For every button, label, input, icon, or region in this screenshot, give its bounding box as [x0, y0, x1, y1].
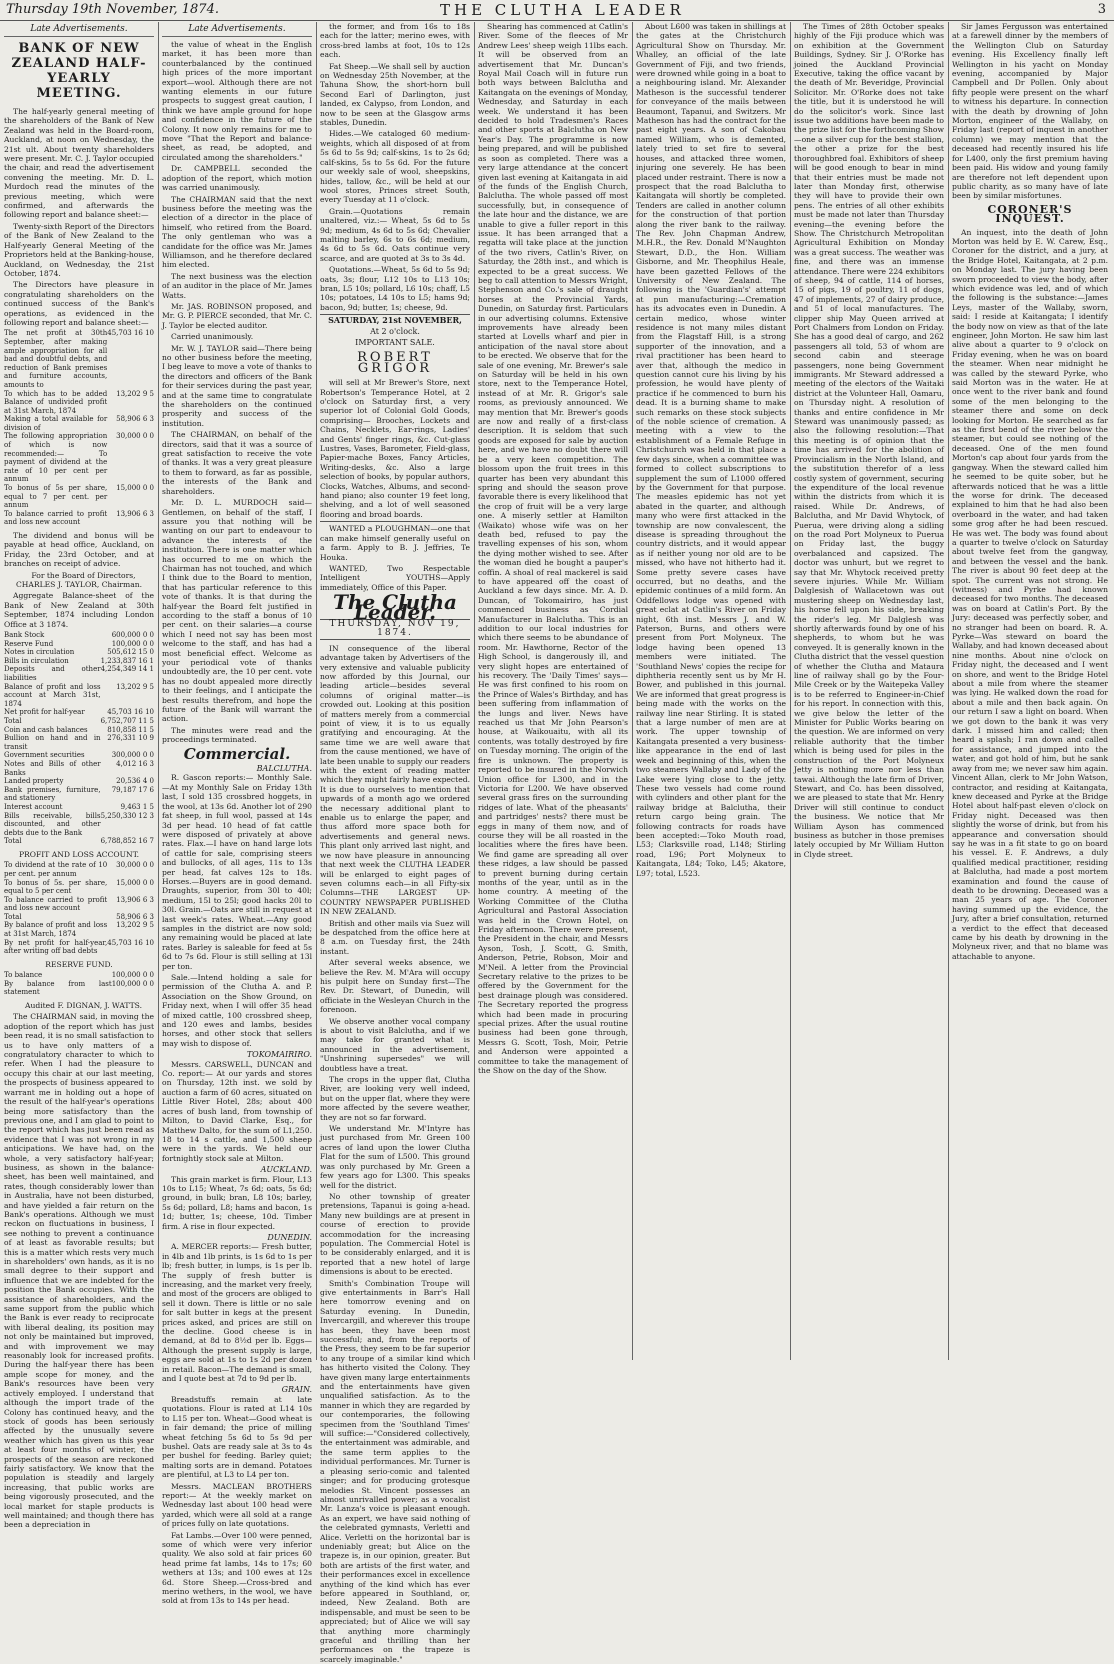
newspaper-title: THE CLUTHA LEADER: [440, 1, 685, 19]
news-paragraphs: Shearing has commenced at Catlin's River. Some of the fleeces of Mr Andrew Lees' sheep weigh 11lbs each. It will be observed from an advertisement that Mr. Duncan's Royal Mail Coach will in future run both ways between Balclutha and Kaitangata on the evenings of Monday, Wednesday, and Saturday in each week. We understand it has been decided to hold Tradesmen's Races and other sports at Balclutha on New Year's Day. The programme is now being prepared, and will be published as soon as completed. There was a very large attendance at the concert given last evening at Kaitangata in aid of the funds of the English Church, Balclutha. The whole passed off most successfully, but, in consequence of the late hour and the distance, we are unable to give a fuller report in this issue. It has been arranged that a regatta will take place at the junction of the two rivers, Catlin's River, on Saturday, the 28th inst., and which is expected to be a great success. We beg to call attention to Messrs Wright, Stephenson and Co.'s sale of draught horses at the Provincial Yards, Dunedin, on Saturday first. Particulars in our advertising columns. Extensive improvements have already been started at Lovells wharf and pier in anticipation of the naval store about to be erected. We observe that for the sale of one evening, Mr. Brewer's sale on Saturday will be held in his own store, next to the Temperance Hotel, instead of at Mr. R. Grigor's sale rooms, as previously announced. We may mention that Mr. Brewer's goods are now and really of a first-class description. It is seldom that such goods are exposed for sale by auction here, and we have no doubt there will be a very keen competition. The blossom upon the fruit trees in this quarter has been very abundant this spring and should the season prove favorable there is every likelihood that the crop of fruit will be a very large one. A miserly settler at Hamilton (Waikato) whose wife was on her death bed, refused to pay the travelling expenses of his son, whom the dying mother wished to see. After the woman died he bought a pauper's coffin. A shoal of real mackerel is said to have appeared off the coast of Auckland a few days since. Mr. A. D. Duncan, of Tokomairiro, has just commenced business as Cordial Manufacturer in Balclutha. This is an addition to our local industries for which there seems to be abundance of room. Mr. Hawthorne, Rector of the High School, is dangerously ill, and very slight hopes are entertained of his recovery. The 'Daily Times' says—He was first confined to his room on the Prince of Wales's Birthday, and has been suffering from inflammation of the lungs and liver. News have reached us that Mr John Pearson's house, at Waikouaitu, with all its contents, was totally destroyed by fire on Tuesday morning. The origin of the fire is unknown. The property is reported to be insured in the Norwich Union office for L300, and in the Victoria for L200. We have observed several grass fires on the surrounding ridges of late. What of the pheasants' and partridges' nests? there must be eggs in many of them now, and of course they will be all roasted in the localities where the fires have been. We find game are spreading all over these ridges, a law should be passed to prevent burning during certain months of the year, until as in the home country. A meeting of the Working Committee of the Clutha Agricultural and Pastoral Association was held in the Crown Hotel, on Friday afternoon. There were present, the President in the chair, and Messrs Ayson, Tosh, J. Scott, G. Smith, Anderson, Petrie, Robson, Moir and M'Neil. A letter from the Provincial Secretary relative to the prizes to be offered by the Government for the best drainage plough was considered. The Secretary reported the progress which had been made in procuring special prizes. After the usual routine business had been gone through, Messrs G. Scott, Tosh, Moir, Petrie and Anderson were appointed a committee to take the management of the Show on the day of the Show.: [478, 22, 628, 1076]
row-label: By balance from last statement: [4, 979, 112, 997]
paragraph: The CHAIRMAN, on behalf of the directors, said that it was a source of great satisfaction to receive the vote of thanks. It was a very great pleasure to them to forward, as far as possible, the interests of the Bank and shareholders.: [162, 430, 312, 496]
report-body: The Directors have pleasure in congratulating shareholders on the continued success of the Bank's operations, as evidenced in the following report and balance sheet:—: [4, 280, 154, 327]
news-paragraphs: About L600 was taken in shillings at the gates at the Christchurch Agricultural Show on Thursday. Mr. Whalley, an official of the late Government of Fiji, and two friends, were drowned while going in a boat to a neighbouring island. Mr. Alexander Matheson is the successful tenderer for conveyance of the mails between Beaumont, Tapanui, and Switzers. Mr Matheson has had the contract for the past eight years. A son of Cakobau named William, who is demented, lately tried to set fire to several houses, and attacked three women, injuring one severely. He has been placed under restraint. There is now a prospect that the road Balclutha to Kaitangata will shortly be completed. Tenders are called in another column for the construction of that portion along the river bank to the railway. The Rev. John Chapman Andrew, M.H.R., the Rev. Donald M'Naughton Stewart, D.D., the Hon. William Gisborne, and Mr. Theophilus Heale, have been gazetted Fellows of the University of New Zealand. The following is the 'Guardian's' attempt at pun manufacturing:—Cremation has its advocates even in Dunedin. A certain medico, whose winter residence is not many miles distant from the Flagstaff Hill, is a strong supporter of the innovation, and a rival practitioner has been heard to aver that, although the medico in question cannot cure his living by his profession, he would have plenty of practice if he commenced to burn his dead. It is a burning shame to make such remarks on these stock subjects of the noble science of cremation. A meeting with a view to the establishment of a Female Refuge in Christchurch was held in that place a few days since, when a committee was formed to collect subscriptions to supplement the sum of L1000 offered by the Government for that purpose. The measles epidemic has not yet abated in the quarter, and although many who were first attacked in the township are now convalescent, the disease is spreading throughout the country districts, and it would appear as if neither young nor old are to be missed, who have not hitherto had it. Some pretty severe cases have occurred, but no deaths, and the epidemic continues of a mild form. An Oddfellows lodge was opened with great eclat at Catlin's River on Friday night, 6th inst. Messrs J. and W. Paterson, Burns, and others were present from Port Molyneux. The lodge having been opened 13 members were initiated. The 'Southland News' copies the recipe for diphtheria recently sent us by Mr H. Bower, and published in this journal. We are informed that great progress is being made with the works on the railway line near Stirling. It is stated that a large number of men are at work. The upper township of Kaitangata presented a very business-like appearance in the end of last week and beginning of this, when the two steamers Wallaby and Lady of the Lake were lying close to the jetty. These two vessels had come round with cylinders and other plant for the railway bridge at Balclutha, their return cargo being grain. The following contracts for roads have been accepted:—Toko Mouth road, L53; Clarksville road, L148; Stirling road, L96; Port Molyneux to Kaitangata, L84; Toko, L45; Akatore, L97; total, L523.: [636, 22, 786, 878]
row-label: To bonus of 5s. per share, equal to 5 per cent: [4, 878, 108, 896]
paragraph: Dr. CAMPBELL seconded the adoption of the report, which motion was carried unanimously.: [162, 164, 312, 193]
table-row: [4, 734, 154, 751]
table-row: [4, 812, 154, 838]
row-label: Notes and Bills of other Banks: [4, 759, 101, 777]
market-report: R. Gascon reports:— Monthly Sale.—At my Monthly Sale on Friday 13th last, I sold 135 crossbred hoggets, in the wool, at 13s 6d. Another lot of 290 fat sheep, in full wool, passed at 14s 3d per head. 10 head of fat cattle were disposed of privately at above rates. Flax.—I have on hand large lots of cattle for sale, comprising steers and bullocks, of all ages, 11s to 13s per head, fat calves 12s to 18s. Horses.—Buyers are in good demand. Draughts, superior, from 30l to 40l; medium, 15l to 25l; good hacks 20l to 30l. Grain.—Oats are still in request at last week's rates. Wheat.—Any good samples in the district are now sold; any remaining would be placed at late rates. Barley is saleable for feed at 5s 6d to 7s 6d. Flour is still selling at 13l per ton.: [162, 773, 312, 971]
column-rule: [948, 22, 949, 1360]
table-row: [4, 861, 154, 878]
sale-date: SATURDAY, 21st NOVEMBER,: [320, 314, 470, 326]
row-label: Deposits and other liabilities: [4, 665, 101, 683]
row-value: 9,463 1 5: [120, 802, 154, 811]
coroner-heading: CORONER'S INQUEST.: [987, 202, 1073, 226]
table-row: [4, 484, 154, 510]
editorial-paragraph: No other township of greater pretensions, Tapanui is going a-head. Many new buildings are at present in course of erection to provide accommodation for the increasing population. The Commercial Hotel is to be considerably enlarged, and it is reported that a new hotel of large dimensions is about to be erected.: [320, 1191, 470, 1277]
table-row: [4, 760, 154, 777]
row-label: The net profit at 30th September, after making ample appropriation for all bad and doubtful debts, and reduction of Bank premises and furniture accounts, amounts to: [4, 329, 108, 389]
table-row: [4, 631, 154, 640]
paragraph: Carried unanimously.: [171, 332, 254, 342]
market-report: Hides.—We cataloged 60 medium-weights, which all disposed of at from 5s 6d to 5s 9d; calf-skins, 1s to 2s 6d; calf-skins, 5s to 5s 6d. For the future our weekly sale of wool, sheepskins, hides, tallow, &c., will be held at our wool stores, Princes street South, every Tuesday at 11 o'clock.: [320, 129, 470, 205]
row-value: 30,000 0 0: [116, 432, 154, 441]
place-heading: AUCKLAND.: [260, 1165, 312, 1175]
row-label: To balance: [4, 971, 43, 980]
balance-title: Aggregate Balance-sheet of the Bank of New Zealand at 30th September, 1874 including London Office at 3 1874.: [4, 591, 154, 629]
commercial-heading: Commercial.: [183, 744, 291, 763]
table-row: [4, 803, 154, 812]
row-value: 4,254,349 14 1: [100, 665, 154, 674]
editorial-paragraph: The crops in the upper flat, Clutha River, are looking very well indeed, but on the upper flat, where they were more affected by the severe weather, they are not so far forward.: [320, 1075, 470, 1122]
editorial-paragraph: Smith's Combination Troupe will give entertainments in Barr's Hall here tomorrow evening and on Saturday evening. In Dunedin, Invercargill, and wherever this troupe has been, they have been most successful; and, from the reports of the Press, they seem to be far superior to any troupe of a similar kind which has hitherto visited the Colony. They have given many large entertainments and the entertainments have given unqualified satisfaction. As to the manner in which they are regarded by our contemporaries, the following specimen from the 'Southland Times' will suffice:—"Considered collectively, the entertainment was admirable, and the same term applies to the individual performances. Mr. Turner is a pleasing serio-comic and talented singer; and for producing grotesque melodies St. Vincent possesses an almost unrivalled power; as a vocalist Mr. Lanza's voice is pleasant enough. As an expert, we have said nothing of the celebrated gymnasts, Verletti and Alice. Verletti on the horizontal bar is undeniably great; but Alice on the trapeze is, in our opinion, greater. But both are artists of the first water, and their performances excel in excellence anything of the kind which has ever before appeared in Southland, or, indeed, New Zealand. Both are indispensable, and must be seen to be appreciated; but of Alice we will say that anything more charmingly graceful and thrilling than her performances on the trapeze is scarcely imaginable.": [320, 1278, 470, 1664]
row-label: Bills in circulation: [4, 656, 69, 665]
market-report: Messrs. MACLEAN BROTHERS report:— At the weekly market on Wednesday last about 100 head were yarded, which were all sold at a range of prices fully on late quotations.: [162, 1481, 312, 1529]
meeting-intro: The half-yearly general meeting of the shareholders of the Bank of New Zealand was held in the Board-room, Auckland, at noon on Wednesday, the 21st ult. About twenty shareholders were present. Mr. C. J. Taylor occupied the chair, and read the advertisement convening the meeting. Mr. D. L. Murdoch read the minutes of the previous meeting, which were confirmed, and afterwards the following report and balance sheet:—: [4, 107, 154, 220]
auditors: Audited F. DIGNAN, J. WATTS.: [24, 1001, 143, 1011]
news-paragraphs: The Times of 28th October speaks highly of the Fiji produce which was on exhibition at the Government Buildings, Sydney. Sir J. O'Rorke has joined the Auckland Provincial Executive, taking the office vacant by the death of Mr. Beveridge, Provincial Solicitor. Mr. O'Rorke does not take the title, but it is understood he will do the solicitor's work. Since last issue two additions have been made to the prize list for the forthcoming Show—one a silver cup for the best stallion, the other a prize for the best thoroughbred foal. Exhibitors of sheep will be good enough to bear in mind that their entries must be made not later than Monday first, otherwise they will have to provide their own pens. The entries of all other exhibits must be made not later than Thursday evening—the evening before the Show. The Christchurch Metropolitan Agricultural Exhibition on Monday was a great success. The weather was fine, and there was an immense attendance. There were 224 exhibitors of sheep, 94 of cattle, 114 of horses, 15 of pigs, 19 of poultry, 11 of dogs, 47 of implements, 27 of dairy produce, and 51 of local manufactures. The clipper ship May Queen arrived at Port Chalmers from London on Friday. She has a good deal of cargo, and 262 passengers all told, 53 of whom are second cabin and steerage passengers, none being Government immigrants. Mr Steward addressed a meeting of the electors of the Waitaki district at the Volunteer Hall, Oamaru, on Thursday night. A resolution of thanks and entire confidence in Mr Steward was unanimously passed; as also the following resolution:—That this meeting is of opinion that the time has arrived for the abolition of Provincialism in the North Island, and the substitution therefor of a less costly system of government, securing the expenditure of the local revenue within the districts from which it is raised. While Dr. Andrews, of Balclutha, and Mr David Whytock, of Puerua, were driving along a sidling on the road Port Molyneux to Puerua on Friday last, the buggy overbalanced and capsized. The doctor was unhurt, but we regret to say that Mr. Whytock received pretty severe injuries. While Mr. William Dalglesish of Wallacetown was out mustering sheep on Wednesday last, his horse fell upon his side, breaking the rider's leg. Mr Dalglesh was shortly afterwards found by one of his shepherds, to whom but he was conveyed. It is generally known in the Clutha district that the vessel question of whether the Clutha and Mataura line of railway shall go by the Four-Mile Creek or by the Waitepeka Valley is to be referred to Engineer-in-Chief for his report. In connection with this, we give below the letter of the Minister for Public Works bearing on the question. We are informed on very reliable authority that the timber which is being used for piles in the construction of the Port Molyneux Jetty is nothing more nor less than tawai. Although the late firm of Driver, Stewart, and Co. has been dissolved, we are pleased to state that Mr. Henry Driver will still continue to conduct the business. We notice that Mr William Ayson has commenced business as butcher in those premises lately occupied by Mr William Hutton in Clyde street.: [794, 22, 944, 859]
table-row: [4, 971, 154, 980]
dividend-note: The dividend and bonus will be payable at head office, Auckland, on Friday, the 23rd October, and at branches on receipt of advice.: [4, 531, 154, 569]
page-number: 3: [1097, 2, 1106, 17]
market-report: Fat Lambs.—Over 100 were penned, some of which were very inferior quality. We also sold at fair prices 60 head prime fat lambs, 14s to 17s; 60 wethers at 13s; and 100 ewes at 12s 6d. Store Sheep.—Cross-bred and merino wethers, in the wool, we have sold at from 13s to 14s per head.: [162, 1530, 312, 1606]
row-label: Total: [4, 837, 22, 846]
column-rule: [316, 22, 317, 1360]
column-4: [478, 22, 628, 1360]
table-row: [4, 837, 154, 846]
pl-table: [4, 861, 154, 956]
market-report: Sale.—Intend holding a sale for permission of the Clutha A. and P. Association on the Show Ground, on Friday next, when I will offer 35 head of mixed cattle, 100 crossbred sheep, and 120 ewes and lambs, besides horses, and other stock that sellers may wish to dispose of.: [162, 973, 312, 1048]
row-value: 13,202 9 5: [116, 921, 154, 930]
table-row: [4, 640, 154, 649]
table-row: [4, 665, 154, 682]
wanted-ad: WANTED a PLOUGHMAN—one that can make himself generally useful on a farm. Apply to B. J. Jeffries, Te Houka.: [320, 521, 470, 562]
table-row: [4, 896, 154, 913]
row-value: 79,187 17 6: [111, 785, 154, 794]
row-label: To balance carried to profit and loss new account: [4, 509, 108, 527]
row-value: 300,000 0 0: [111, 751, 154, 760]
paragraph: Mr. D. L. MURDOCH said—Gentlemen, on behalf of the staff, I assure you that nothing will be wanting on our part to endeavour to advance the interests of the institution. There is one matter which has occurred to me on which the Chairman has not touched, and which I think due to the Board to mention, that has particular reference to this vote of thanks. It is that during the half-year the Board felt justified in according to the staff a bonus of 10 per cent. on their salaries—a course which I need not say has been most welcome to the staff, and has had a most beneficial effect. Welcome as your periodical vote of thanks undoubtedly are, the 10 per cent. vote has no doubt appealed more directly to their feelings, and I anticipate the best results therefrom, and hope the future of the Bank will warrant the action.: [162, 498, 312, 724]
row-value: 600,000 0 0: [111, 631, 154, 640]
row-value: 45,703 16 10: [107, 938, 154, 947]
paragraph: The next business was the election of an auditor in the place of Mr. James Watts.: [162, 271, 312, 300]
row-value: 100,000 0 0: [111, 971, 154, 980]
row-label: By net profit for half-year, after writing off bad debts: [4, 938, 108, 956]
row-value: 13,202 9 5: [116, 389, 154, 398]
place-heading: TOKOMAIRIRO.: [246, 1050, 312, 1060]
column-header: Late Advertisements.: [4, 22, 154, 37]
row-value: 5,250,330 12 3: [100, 811, 154, 820]
row-value: 45,703 16 10: [107, 329, 154, 338]
table-row: [4, 980, 154, 997]
wanted-ad: WANTED, Two Respectable Intelligent YOUTHS—Apply immediately, Office of this Paper.: [320, 563, 470, 592]
table-row: [4, 390, 154, 416]
row-value: 20,536 4 0: [116, 777, 154, 786]
row-value: 810,858 11 5: [107, 725, 154, 734]
editorial-paragraph: We observe another vocal company is about to visit Balclutha, and if we may take for granted what is announced in the advertisement, "Unshrining supersedes" we will doubtless have a treat.: [320, 1016, 470, 1073]
auctioneer-name: ROBERT GRIGOR: [357, 350, 433, 377]
row-label: To dividend at the rate of 10 per cent. per annum: [4, 861, 108, 878]
paragraph: the value of wheat in the English market, it has been more than counterbalanced by the continued high prices of the more important export—wool. Although there are not wanting elements in our future prospects to suggest great caution, I think we have ample ground for hope and confidence in the future of the Colony. It now only remains for me to move "That the Report and balance-sheet, as read, be adopted, and circulated among the shareholders.": [162, 40, 312, 162]
row-label: Total: [4, 912, 22, 921]
market-report: Quotations.—Wheat, 5s 6d to 5s 9d; oats, 3s; flour, L12 10s to L13 10s; bran, L5 10s; pollard, L6 10s; chaff, L5 10s; potatoes, L4 10s to L5; hams 9d; bacon, 9d; butter, 1s; cheese, 9d.: [320, 265, 471, 312]
table-row: [4, 717, 154, 726]
paragraph: The CHAIRMAN said that the next business before the meeting was the election of a director in the place of himself, who retired from the Board. The only gentleman who was a candidate for the office was Mr. James Williamson, and he therefore declared him elected.: [162, 194, 312, 270]
column-rule: [790, 22, 791, 1360]
row-value: 15,000 0 0: [116, 878, 154, 887]
row-label: To balance carried to profit and loss new account: [4, 895, 108, 913]
market-report: A. MERCER reports:— Fresh butter, in 4lb and 1lb prints, is 1s 6d to 1s per lb; fresh butter, in lumps, is 1s per lb. The supply of fresh butter is increasing, and the market very freely, and most of the grocers are obliged to sell it down. There is little or no sale for salt butter in kegs at the present prices asked, and prices are still on the decline. Good cheese is in demand, at 8d to 8½d per lb. Eggs—Although the present supply is large, eggs are sold at 1s to 1s 2d per dozen in retail. Bacon—The demand is small, and I quote best at 7d to 9d per lb.: [162, 1242, 312, 1384]
column-rule: [632, 22, 633, 1360]
row-value: 6,788,852 16 7: [100, 837, 154, 846]
signoff: For the Board of Directors, CHARLES J. TAYLOR, Chairman.: [15, 570, 143, 590]
table-row: [4, 648, 154, 657]
row-value: 1,233,837 16 1: [100, 656, 154, 665]
market-report: Messrs. CARSWELL, DUNCAN and Co. report:— At our yards and stores on Thursday, 12th inst. we sold by auction a farm of 60 acres, situated on Little River Hotel, 28s; about 400 acres of bush land, from township of Milton, to David Clarke, Esq., for Matthew Dalto, for the sum of L1,250. 18 to 14 s cattle, and 1,500 sheep were in the yards. We held our fortnightly stock sale at Milton.: [162, 1059, 312, 1163]
column-1: [4, 22, 154, 1530]
column-header: Late Advertisements.: [162, 22, 312, 37]
masthead: [0, 0, 1114, 21]
row-value: 58,906 6 3: [116, 415, 154, 424]
row-value: 100,000 0 0: [111, 639, 154, 648]
table-row: [4, 751, 154, 760]
row-value: 45,703 16 10: [107, 708, 154, 717]
editorial-paragraph: IN consequence of the liberal advantage taken by Advertisers of the very extensive and valuable publicity now afforded by this Journal, our leading article—besides several columns of original matter—is crowded out. Looking at this position of matters merely from a commercial point of view, it is to us equally gratifying and encouraging. At the same time we are well aware that from the cause mentioned, we have of late been unable to supply our readers with the extent of reading matter which they might fairly have expected. It is due to ourselves to mention that upwards of a month ago we ordered the necessary additional plant to enable us to enlarge the paper, and thus afford more space both for advertisements and general news. This plant only arrived last night, and we now have pleasure in announcing that next week the CLUTHA LEADER will be enlarged to eight pages of seven columns each—in all Fifty-six Columns—THE LARGEST UP-COUNTRY NEWSPAPER PUBLISHED IN NEW ZEALAND.: [320, 643, 470, 917]
row-value: 13,202 9 5: [116, 682, 154, 691]
table-row: [4, 939, 154, 956]
reserve-table: [4, 971, 154, 997]
row-value: 505,612 15 0: [107, 648, 154, 657]
bank-meeting-title: BANK OF NEW ZEALAND HALF-YEARLY MEETING.: [11, 41, 147, 101]
table-row: [4, 777, 154, 786]
row-label: To bonus of 5s per share, equal to 7 per cent. per annum: [4, 484, 108, 510]
market-report: the former, and from 16s to 18s each for the latter; merino ewes, with cross-bred lambs at foot, 10s to 12s each.: [320, 22, 470, 60]
row-label: Bullion on hand and in transit: [4, 734, 101, 751]
editorial-paragraph: British and other mails via Suez will be despatched from the office here at 8 a.m. on Tuesday first, the 24th instant.: [320, 918, 470, 956]
column-6: [794, 22, 944, 1360]
editorial-paragraph: We understand Mr. M'Intyre has just purchased from Mr. Green 100 acres of land upon the lower Clutha Flat for the sum of L500. This ground was only purchased by Mr. Green a few years ago for L300. This speaks well for the district.: [320, 1124, 470, 1190]
market-report: This grain market is firm. Flour, L13 10s to L15; Wheat, 7s 6d; oats, 5s 6d; ground, in bulk; bran, L8 10s; barley, 5s 6d; pollard, L8; hams and bacon, 1s 1d; butter, 1s; cheese, 10d. Timber firm. A rise in flour expected.: [162, 1174, 312, 1231]
table-row: [4, 432, 154, 484]
row-label: Interest account: [4, 802, 63, 811]
column-2: [162, 22, 312, 1606]
row-value: 100,000 0 0: [111, 979, 154, 988]
news-paragraphs: Sir James Fergusson was entertained at a farewell dinner by the members of the Wellington Club on Saturday evening. His Excellency finally left Wellington in his yacht on Monday evening, accompanied by Major Campbell and Dr Pollen. Only about fifty people were present on the wharf to witness his departure. In connection with the death by drowning of John Morton, engineer of the Wallaby, on Friday last (report of inquest in another column) we may mention that the deceased had recently insured his life for L400, only the first premium having been paid. His widow and young family are therefore not left dependent upon public charity, as so many have of late been by similar misfortunes.: [952, 22, 1108, 201]
row-label: By balance of profit and loss at 31st March, 1874: [4, 921, 108, 939]
row-label: Reserve Fund: [4, 639, 54, 648]
row-value: 4,012 16 3: [116, 759, 154, 768]
place-heading: DUNEDIN.: [267, 1232, 312, 1242]
row-value: 15,000 0 0: [116, 484, 154, 493]
table-row: [4, 329, 154, 389]
column-7: [952, 22, 1108, 1360]
profit-table: [4, 329, 154, 527]
row-label: Notes in circulation: [4, 648, 75, 657]
column-rule: [158, 22, 159, 1360]
paragraph: Mr. W. J. TAYLOR said—There being no other business before the meeting, I beg leave to move a vote of thanks to the directors and officers of the Bank for their services during the past year, and at the same time to congratulate the shareholders on the continued prosperity and success of the institution.: [162, 343, 312, 428]
pl-title: PROFIT AND LOSS ACCOUNT.: [18, 849, 140, 859]
row-label: Government securities: [4, 751, 85, 760]
market-report: Grain.—Quotations remain unaltered, viz.:— Wheat, 5s 6d to 5s 9d; medium, 4s 6d to 5s 6d; Chevalier malting barley, 6s to 6s 6d; medium, 4s 6d to 5s 6d. Oats continue very scarce, and are quoted at 3s to 3s 4d.: [320, 206, 470, 263]
paper-date: THURSDAY, NOV 19, 1874.: [320, 619, 470, 640]
balance-table: [4, 631, 154, 846]
row-value: 276,331 10 9: [107, 734, 154, 743]
table-row: [4, 415, 154, 432]
row-label: Landed property: [4, 777, 64, 786]
table-row: [4, 786, 154, 803]
row-label: Bank Stock: [4, 631, 45, 640]
market-report: Breadstuffs remain at late quotations. Flour is rated at L14 10s to L15 per ton. Wheat—Good wheat is in fair demand; the price of milling wheat fetching 5s 6d to 5s 9d per bushel. Oats are ready sale at 3s to 4s per bushel for feeding. Barley quiet; malting sorts are in demand. Potatoes are plentiful, at L3 to L4 per ton.: [162, 1394, 312, 1480]
row-value: 13,906 6 3: [116, 509, 154, 518]
paper-title: The Clutha Leader.: [333, 590, 457, 624]
sale-advertisement: [320, 314, 470, 377]
row-value: 58,906 6 3: [116, 912, 154, 921]
row-label: To which has to be added Balance of undivided profit at 31st March, 1874: [4, 389, 108, 415]
column-3: [320, 22, 471, 1664]
table-row: [4, 683, 154, 709]
table-row: [4, 913, 154, 922]
reserve-title: RESERVE FUND.: [45, 959, 113, 969]
table-row: [4, 708, 154, 717]
table-row: [4, 510, 154, 527]
row-label: Bank premises, furniture, and stationery: [4, 785, 101, 803]
table-row: [4, 657, 154, 666]
paragraph: The minutes were read and the proceedings terminated.: [162, 725, 312, 745]
row-label: The following appropriation of which is now recommended:— To payment of dividend at the rate of 10 per cent per annum: [4, 432, 108, 484]
row-label: Coin and cash balances: [4, 725, 88, 734]
place-heading: GRAIN.: [281, 1385, 312, 1395]
row-value: 30,000 0 0: [116, 861, 154, 870]
column-rule: [474, 22, 475, 1360]
table-row: [4, 921, 154, 938]
coroner-report: An inquest, into the death of John Morton was held by E. W. Carew, Esq., Coroner for the district, and a jury, at the Bridge Hotel, Kaitangata, at 2 p.m. on Monday last. The jury having been sworn proceeded to view the body, after which evidence was led, and of which the following is the substance:—James Leys, master of the Wallaby, sworn, said: I reside at Kaitangata; I identify the body now on view as that of the late engineer, John Morton. He saw him last alive about a quarter to 9 o'clock on Friday evening, when he was on board the steamer. When near midnight he was called by the steward Pyrke, who said Morton was in the water. He at once went to the river bank and found some of the men belonging to the steamer there and some on deck looking for Morton. He searched as far as the first bend of the river below the steamer, but could see nothing of the deceased. One of the men found Morton's cap about four yards from the gangway. When the steward called him he seemed to be quite sober, but he afterwards noticed that he was a little the worse for drink. The deceased explained to him that he had also been overboard in the water, and had taken some grog after he had been rescued. He was wet. The body was found about a quarter to twelve o'clock on Saturday about twelve feet from the gangway, and between the vessel and the bank. The river is about 90 feet deep at the spot. The current was not strong. He (witness) and Pyrke had known deceased for two months. The deceased was on board at Catlin's Port. By the Jury: deceased was perfectly sober, and no stranger had been on board. R. A. Pyrke—Was steward on board the Wallaby, and had known deceased about nine months. About nine o'clock on Friday night, the deceased and I went on shore, and went to the Bridge Hotel about a mile from where the steamer was lying. He walked down the road for about a mile and then back again. On our return I saw a light on board. When we got down to the bank it was very dark. I missed him and called; then heard a splash; I ran down and called for assistance, and jumped into the water, and got hold of him, but he sank away from me; we never saw him again. Vincent Allan, clerk to Mr John Watson, contractor, and residing at Kaitangata, knew deceased and Pyrke at the Bridge Hotel about half-past eleven o'clock on Friday night. Deceased was then slightly the worse of drink, but from his appearance and conversation should say he was in a fit state to go on board his vessel. E. F. Andrews, a duly qualified medical practitioner, residing at Balclutha, had made a post mortem examination and found the cause of death to be drowning. Deceased was a man 25 years of age. The Coroner having summed up the evidence, the Jury, after a brief consultation, returned a verdict to the effect that deceased came by his death by drowning in the Molyneux river, and that no blame was attachable to anyone.: [952, 227, 1108, 961]
sale-body: will sell at Mr Brewer's Store, next Robertson's Temperance Hotel, at 2 o'clock on Saturday first, a very superior lot of Colonial Gold Goods, comprising— Brooches, Lockets and Chains, Necklets, Ear-rings, Ladies' and Gents' finger rings, &c. Cut-glass Lustres, Vases, Barometer, Field-glass, Papier-mache Boxes, Fancy Articles, Writing-desks, &c. Also a large selection of books, by popular authors, Clocks, Watches, Albums, and second-hand piano; also counter 19 feet long, shelving, and a lot of well seasoned flooring and broad boards.: [320, 378, 470, 519]
market-report: Fat Sheep.—We shall sell by auction on Wednesday 25th November, at the Tahuna Show, the short-horn bull Second Earl of Darlington, just landed, ex Calypso, from London, and now to be seen at the Glasgow arms stables, Dunedin.: [320, 61, 470, 128]
column-5: [636, 22, 786, 1360]
table-row: [4, 726, 154, 735]
editorial-paragraph: After several weeks absence, we believe the Rev. M. M'Ara will occupy his pulpit here on Sunday first—The Rev. Dr. Stewart, of Dunedin, will officiate in the Wesleyan Church in the forenoon.: [320, 958, 470, 1015]
paragraph: Mr. JAS. ROBINSON proposed, and Mr. G. P. PIERCE seconded, that Mr. C. J. Taylor be elected auditor.: [162, 301, 312, 330]
row-label: Total: [4, 717, 22, 725]
row-value: 13,906 6 3: [116, 895, 154, 904]
chairman-speech: The CHAIRMAN said, in moving the adoption of the report which has just been read, it is no small satisfaction to us to have only matters of a congratulatory character to which to refer. When I had the pleasure to occupy this chair at our last meeting, the prospects of business appeared to warrant me in holding out a hope of the result of the half-year's operations being more satisfactory than the previous one, and I am glad to point to the report which has just been read as evidence that I was not wrong in my anticipations. We have had, on the whole, a very satisfactory half-year; business, as shown in the balance-sheet, has been well maintained, and rates, though considerably lower than in Australia, have not been disturbed, and have yielded a fair return on the Bank's operations. Although we must reckon on fluctuations in business, I see nothing to prevent a continuance of at least as favorable results; but this is a matter which rests very much in shareholders' own hands, as it is no small degree to their support and influence that we are indebted for the position the Bank occupies. With the assistance of shareholders, and the same support from the public which the Bank is ever ready to reciprocate with liberal dealing, its position may not only be maintained but improved, and with improvement we may reasonably look for increased profits. During the half-year there has been ample scope for money, and the Bank's resources have been very actively employed. I understand that although the import trade of the Colony has continued heavy, and the stock of goods has been seriously affected by the unusually severe weather which has given us this year at least four months of winter, the prospects of the season are reckoned fairly satisfactory. We know that the population is steadily and largely increasing, that public works are being vigorously prosecuted, and the local market for staple products is well maintained; and though there has been a depreciation in: [4, 1012, 154, 1530]
row-label: Balance of profit and loss account at March 31st, 1874: [4, 682, 101, 708]
sale-label: IMPORTANT SALE.: [355, 338, 435, 348]
row-label: Net profit for half-year: [4, 708, 85, 717]
place-heading: BALCLUTHA.: [256, 764, 312, 774]
table-row: [4, 879, 154, 896]
report-intro: Twenty-sixth Report of the Directors of the Bank of New Zealand to the Half-yearly General Meeting of the Proprietors held at the Banking-house, Auckland, on Wednesday, the 21st October, 1874.: [4, 221, 154, 278]
issue-date: Thursday 19th November, 1874.: [6, 2, 219, 17]
row-label: Making a total available for division of: [4, 415, 108, 432]
row-value: 6,752,707 11 5: [100, 717, 154, 725]
row-label: Bills receivable, bills discounted, and other debts due to the Bank: [4, 811, 101, 837]
sale-time: At 2 o'clock.: [370, 327, 420, 337]
